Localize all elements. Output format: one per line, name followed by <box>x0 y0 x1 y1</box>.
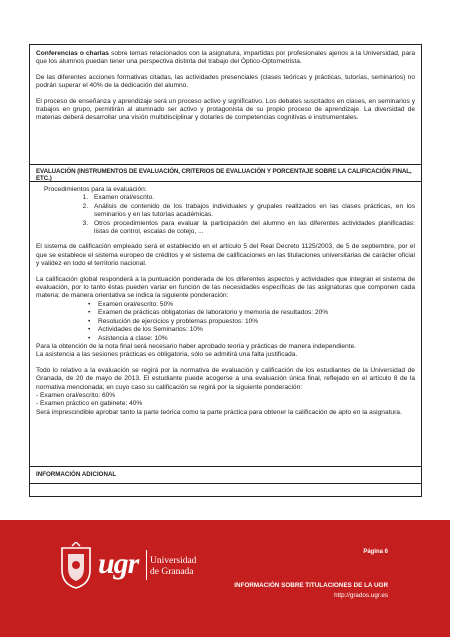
list-item: • Examen oral/escrito: 50% <box>98 301 415 309</box>
conferencias-bold: Conferencias o charlas <box>36 50 109 57</box>
info-adicional-box <box>29 483 422 497</box>
unica-examen-line: - Examen oral/escrito: 60% <box>36 391 116 399</box>
university-name <box>150 556 196 578</box>
normativa-paragraph: Todo lo relativo a la evaluación se regirá por la normativa de evaluación y calificación de los estudiantes de la Universidad de Granada, de 20 de mayo de 2013. El estudiante puede acogerse a una evaluación única final, reflejado en el artículo 8 de la normativa mencionada; en cuyo caso su calificación se regirá por la siguiente ponderación: <box>36 366 415 391</box>
calificacion-paragraph: La calificación global responderá a la puntuación ponderada de los diferentes aspectos y actividades que integran el sistema de evaluación, por lo tanto éstas pueden variar en función de las necesidades específicas de las asignaturas que componen cada materia; de manera orientativa se indica la siguiente ponderación: <box>36 275 415 300</box>
university-seal-icon <box>58 542 94 590</box>
list-item: • Asistencia a clase: 10% <box>98 335 415 343</box>
ugr-logo: ugr <box>98 547 139 580</box>
evaluacion-box <box>29 181 422 467</box>
actividades-paragraph: De las diferentes acciones formativas citadas, las actividades presenciales (clases teóricas y prácticas, tutorías, seminarios) no podrán superar el 40% de la dedicación del alumno. <box>36 73 415 90</box>
info-adicional-header: INFORMACIÓN ADICIONAL <box>29 466 422 484</box>
sistema-paragraph: El sistema de calificación empleado será el establecido en el artículo 5 del Real Decreto 1125/2003, de 5 de septiembre, por el que se establece el sistema europeo de créditos y el sistema de calificaciones en las titulaciones universitarias de carácter oficial y validez en todo el territorio nacional. <box>36 243 415 268</box>
asistencia-paragraph: La asistencia a las sesiones prácticas es obligatoria, sólo se admitirá una falta justificada. <box>36 351 298 359</box>
titulaciones-info: INFORMACIÓN SOBRE TITULACIONES DE LA UGR <box>234 582 388 589</box>
imprescindible-paragraph: Será imprescindible aprobar tanto la parte teórica como la parte práctica para obtener la calificación de apto en la asignatura. <box>36 408 402 416</box>
conferencias-paragraph <box>36 50 415 67</box>
evaluacion-header: EVALUACIÓN (INSTRUMENTOS DE EVALUACIÓN, CRITERIOS DE EVALUACIÓN Y PORCENTAJE SOBRE LA CALIFICACIÓN FINAL, ETC.) <box>29 164 422 182</box>
logo-divider <box>146 550 147 580</box>
obtencion-paragraph: Para la obtención de la nota final será necesario haber aprobado teoría y prácticas de manera independiente. <box>36 342 357 350</box>
procedimientos-list <box>36 194 415 236</box>
university-name-line1: Universidad <box>150 556 197 566</box>
footer-band <box>0 520 450 637</box>
conferencias-text: sobre temas relacionados con la asignatura, impartidas por profesionales ajenos a la Universidad, para que los alumnos puedan tener una perspectiva distinta del trabajo del Óptico-Optometrista. <box>36 50 415 66</box>
page-number: Página 6 <box>363 549 388 555</box>
list-item: • Resolución de ejercicios y problemas propuestos: 10% <box>98 318 415 326</box>
list-item: 3. Otros procedimientos para evaluar la participación del alumno en las diferentes actividades planificadas: listas de control, escalas de cotejo, ... <box>90 220 415 237</box>
proceso-paragraph: El proceso de enseñanza y aprendizaje será un proceso activo y significativo. Los debates suscitados en clases, en seminarios y trabajos en grupo, permitirán al alumnado ser activo y protagonista de su propio proceso de aprendizaje. La diversidad de materias deberá desarrollar una visión multidisciplinar y dotarles de competencias cognitivas e instrumentales. <box>36 97 415 122</box>
ponderacion-list <box>36 301 415 343</box>
university-name-line2: de Granada <box>150 567 194 577</box>
unica-gabinete-line: - Examen práctico en gabinete: 40% <box>36 400 143 408</box>
procedimientos-intro: Procedimientos para la evaluación: <box>44 186 147 193</box>
list-item: • Examen de prácticas obligatorias de laboratorio y memoria de resultados: 20% <box>98 309 415 317</box>
list-item: 2. Análisis de contenido de los trabajos individuales y grupales realizados en las clases prácticas, en los seminarios y en las tutorías académicas. <box>90 203 415 220</box>
list-item: • Actividades de los Seminarios: 10% <box>98 326 415 334</box>
metodologia-box <box>29 44 422 165</box>
list-item: 1. Examen oral/escrito. <box>90 194 415 202</box>
grados-link[interactable]: http://grados.ugr.es <box>334 592 388 599</box>
